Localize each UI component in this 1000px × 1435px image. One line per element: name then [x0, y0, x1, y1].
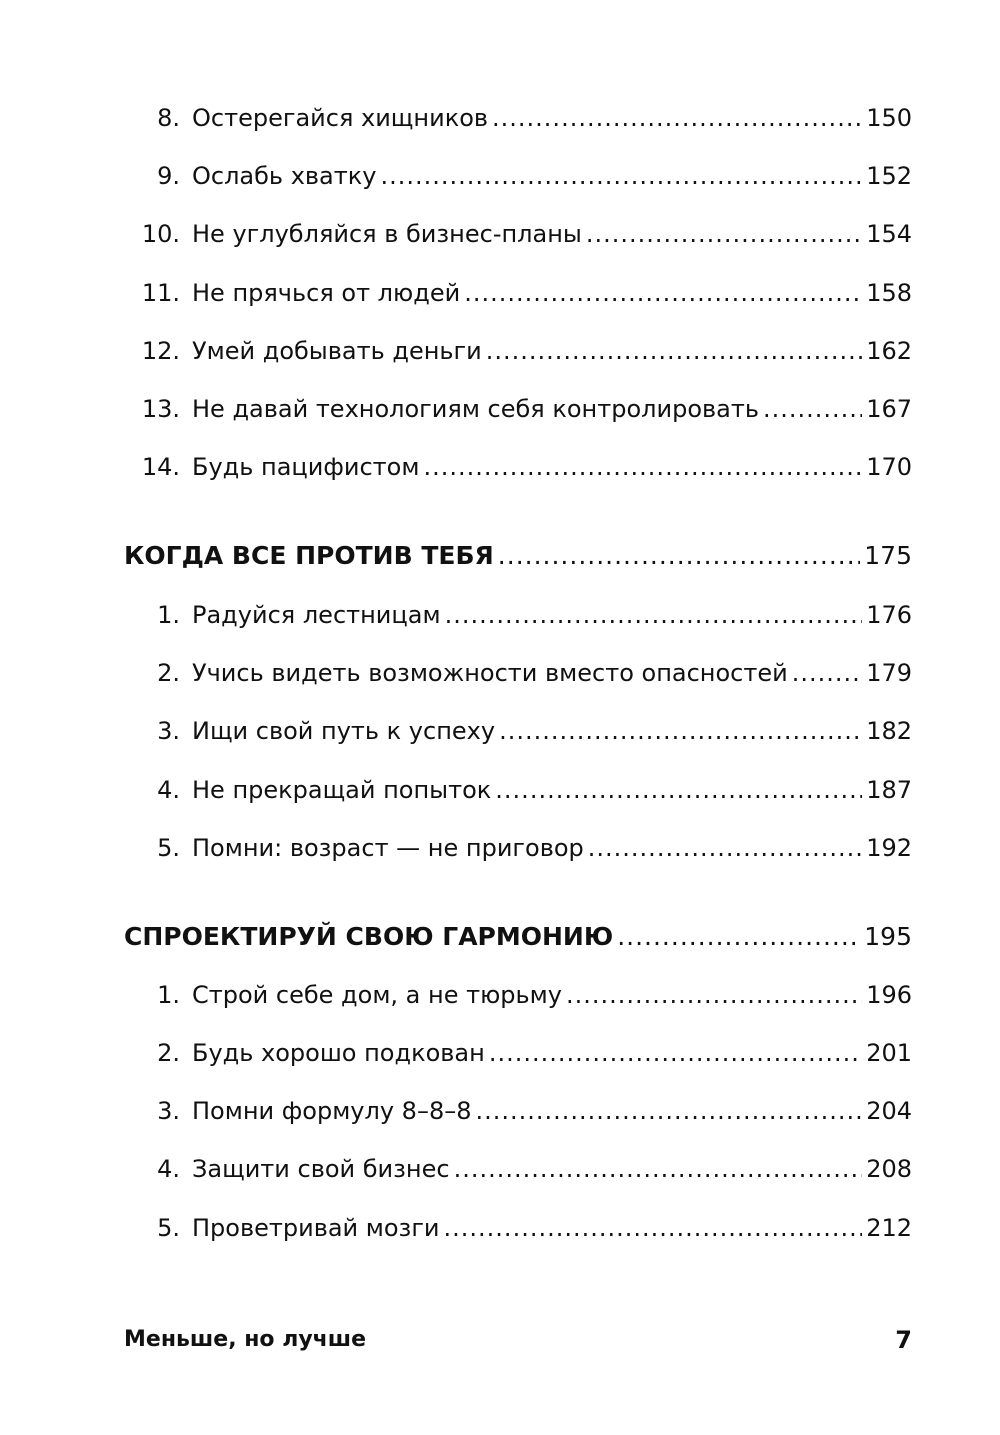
entry-title: Остерегайся хищников [192, 104, 489, 132]
toc-entry [130, 597, 912, 633]
entry-page: 176 [866, 601, 912, 629]
entry-number: 5. [157, 834, 180, 862]
toc-entry [130, 216, 912, 252]
entry-page: 154 [866, 220, 912, 248]
entry-page: 201 [866, 1039, 912, 1067]
entry-page: 150 [866, 104, 912, 132]
entry-title: Будь пацифистом [192, 453, 420, 481]
toc-entry [130, 655, 912, 691]
dot-leader [566, 977, 862, 1013]
entry-number: 4. [157, 1155, 180, 1183]
entry-title: Ослабь хватку [192, 162, 377, 190]
section-page: 175 [864, 541, 912, 570]
entry-title: Не прячься от людей [192, 279, 461, 307]
page-number: 7 [895, 1326, 912, 1354]
running-footer-title: Меньше, но лучше [124, 1327, 367, 1352]
section-title: КОГДА ВСЕ ПРОТИВ ТЕБЯ [124, 541, 494, 570]
entry-title: Помни: возраст — не приговор [192, 834, 584, 862]
entry-title: Будь хорошо подкован [192, 1039, 485, 1067]
dot-leader [495, 772, 862, 808]
toc-entry [130, 333, 912, 369]
dot-leader [486, 333, 862, 369]
toc-section-heading [124, 919, 912, 955]
entry-number: 13. [141, 395, 180, 423]
entry-page: 167 [866, 395, 912, 423]
dot-leader [489, 1035, 862, 1071]
dot-leader [380, 158, 862, 194]
toc-entry [130, 772, 912, 808]
entry-number: 3. [157, 1097, 180, 1125]
dot-leader [454, 1151, 863, 1187]
dot-leader [445, 597, 863, 633]
entry-page: 208 [866, 1155, 912, 1183]
dot-leader [588, 830, 862, 866]
dot-leader [423, 449, 862, 485]
entry-page: 182 [866, 717, 912, 745]
toc-entry [130, 100, 912, 136]
section-page: 195 [864, 922, 912, 951]
toc-entry [130, 1151, 912, 1187]
entry-title: Умей добывать деньги [192, 337, 482, 365]
entry-page: 162 [866, 337, 912, 365]
entry-number: 4. [157, 776, 180, 804]
entry-page: 212 [866, 1214, 912, 1242]
toc-section-heading [124, 538, 912, 574]
entry-number: 11. [141, 279, 180, 307]
entry-number: 1. [157, 981, 180, 1009]
dot-leader [586, 216, 862, 252]
entry-page: 204 [866, 1097, 912, 1125]
entry-number: 9. [157, 162, 180, 190]
entry-title: Не прекращай попыток [192, 776, 492, 804]
entry-title: Ищи свой путь к успеху [192, 717, 496, 745]
entry-title: Защити свой бизнес [192, 1155, 450, 1183]
entry-number: 1. [157, 601, 180, 629]
entry-page: 196 [866, 981, 912, 1009]
dot-leader [498, 538, 860, 574]
toc-entry [130, 830, 912, 866]
entry-number: 5. [157, 1214, 180, 1242]
toc-entry [130, 275, 912, 311]
section-title: СПРОЕКТИРУЙ СВОЮ ГАРМОНИЮ [124, 922, 614, 951]
entry-title: Не углубляйся в бизнес-планы [192, 220, 582, 248]
entry-title: Не давай технологиям себя контролировать [192, 395, 759, 423]
entry-page: 152 [866, 162, 912, 190]
entry-page: 158 [866, 279, 912, 307]
dot-leader [499, 713, 862, 749]
entry-page: 187 [866, 776, 912, 804]
dot-leader [617, 919, 860, 955]
entry-title: Проветривай мозги [192, 1214, 440, 1242]
entry-title: Радуйся лестницам [192, 601, 441, 629]
entry-number: 8. [157, 104, 180, 132]
entry-page: 179 [866, 659, 912, 687]
entry-number: 10. [141, 220, 180, 248]
dot-leader [444, 1210, 863, 1246]
entry-number: 2. [157, 659, 180, 687]
entry-number: 2. [157, 1039, 180, 1067]
toc-entry [130, 713, 912, 749]
entry-page: 170 [866, 453, 912, 481]
entry-title: Помни формулу 8–8–8 [192, 1097, 472, 1125]
toc-entry [130, 449, 912, 485]
toc-entry [130, 158, 912, 194]
entry-number: 12. [141, 337, 180, 365]
toc-entry [130, 1093, 912, 1129]
entry-number: 14. [141, 453, 180, 481]
entry-title: Строй себе дом, а не тюрьму [192, 981, 562, 1009]
entry-page: 192 [866, 834, 912, 862]
dot-leader [492, 100, 862, 136]
toc-entry [130, 391, 912, 427]
toc-entry [130, 1035, 912, 1071]
dot-leader [464, 275, 862, 311]
dot-leader [763, 391, 862, 427]
toc-entry [130, 1210, 912, 1246]
entry-number: 3. [157, 717, 180, 745]
dot-leader [475, 1093, 862, 1129]
toc-entry [130, 977, 912, 1013]
dot-leader [792, 655, 862, 691]
entry-title: Учись видеть возможности вместо опасностей [192, 659, 788, 687]
